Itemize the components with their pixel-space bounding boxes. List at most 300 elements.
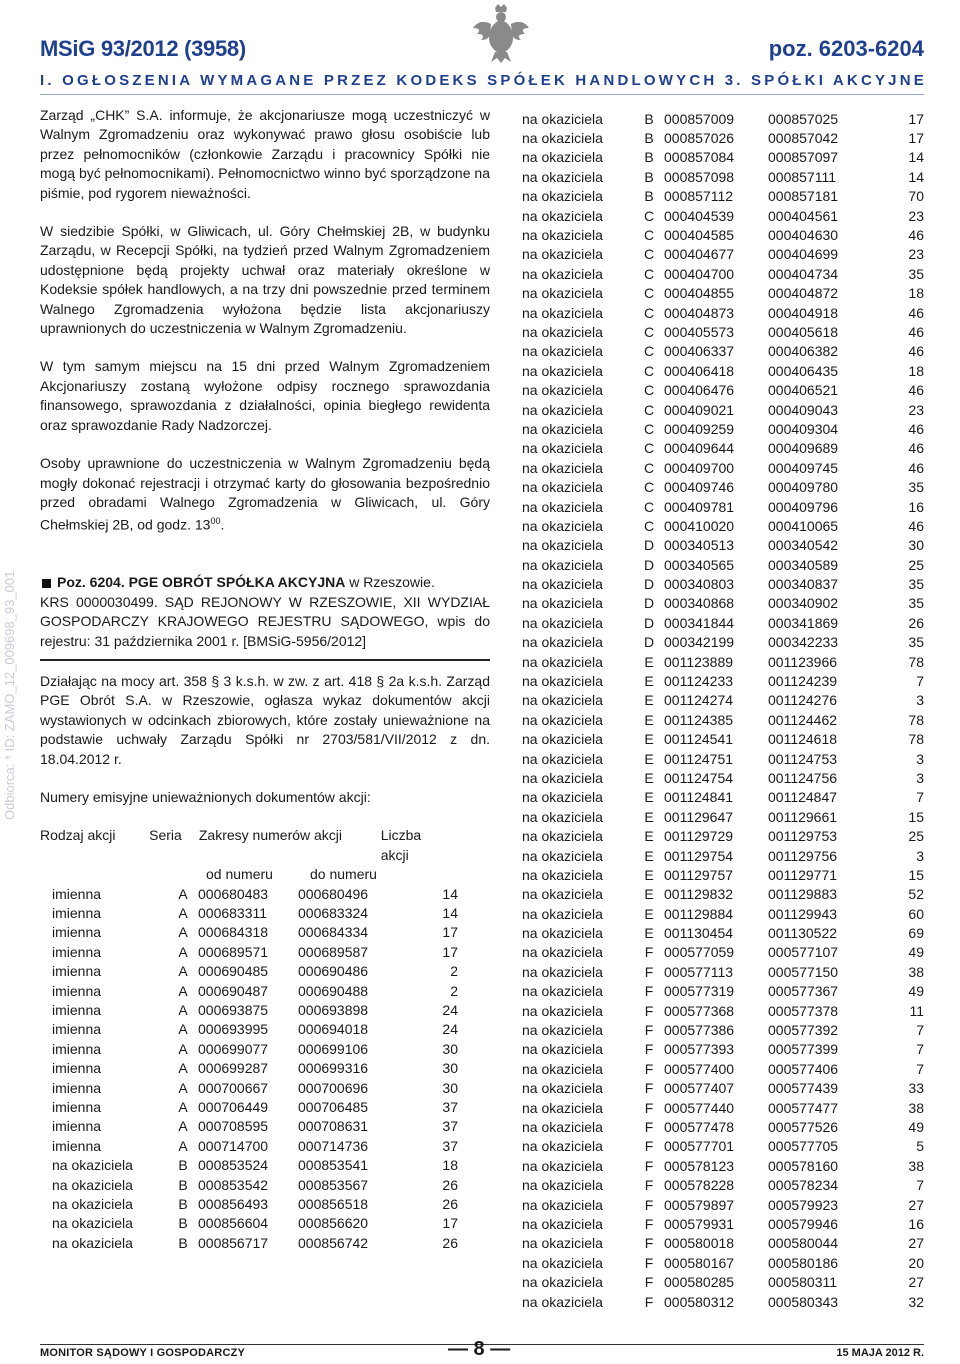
cell-count: 14 [442,905,458,922]
cell-series: C [643,459,655,476]
cell-from: 000856604 [198,1215,269,1232]
cell-count: 78 [908,731,924,748]
cell-type: na okaziciela [522,479,603,496]
table-row [522,477,924,496]
cell-series: A [178,1040,188,1057]
cell-series: E [644,808,654,825]
cell-from: 000857098 [664,168,735,185]
cell-count: 46 [908,343,924,360]
cell-type: na okaziciela [522,944,603,961]
table-row [522,322,924,341]
cell-from: 000578123 [664,1157,735,1174]
cell-series: C [643,440,655,457]
cell-type: na okaziciela [522,886,603,903]
cell-to: 000578234 [768,1177,839,1194]
table-row [522,865,924,884]
header-type: Rodzaj akcji [40,827,116,844]
table-row [522,225,924,244]
cell-count: 25 [908,828,924,845]
cell-from: 000340513 [664,537,735,554]
table-row [522,439,924,458]
cell-to: 000409689 [768,440,839,457]
table-row [522,613,924,632]
header-count: Liczba akcji [380,827,422,863]
cell-from: 001129832 [664,886,734,903]
cell-type: na okaziciela [522,265,603,282]
table-row [522,943,924,962]
table-row [522,206,924,225]
cell-from: 000699287 [198,1060,269,1077]
cell-type: na okaziciela [522,1002,603,1019]
cell-count: 3 [916,769,924,786]
cell-count: 14 [442,885,458,902]
cell-to: 000856742 [298,1234,369,1251]
cell-from: 000580167 [664,1254,735,1271]
left-column [40,106,490,1253]
cell-from: 000577059 [664,944,735,961]
cell-to: 000406382 [768,343,839,360]
cell-to: 000404734 [768,265,839,282]
cell-from: 001129884 [664,905,734,922]
cell-from: 001124385 [664,711,734,728]
cell-from: 000690485 [198,963,269,980]
table-row [40,962,458,981]
cell-count: 26 [442,1195,458,1212]
cell-type: imienna [52,982,102,999]
cell-to: 000708631 [298,1118,369,1135]
cell-series: B [178,1234,188,1251]
cell-to: 000856518 [298,1195,369,1212]
cell-series: E [644,905,654,922]
cell-from: 000683311 [198,905,268,922]
cell-count: 37 [442,1118,458,1135]
table-row [522,187,924,206]
cell-count: 17 [442,943,458,960]
cell-series: C [643,265,655,282]
table-row [522,536,924,555]
header-ranges: Zakresy numerów akcji [198,827,343,844]
cell-type: na okaziciela [522,595,603,612]
notice-heading: Poz. 6204. PGE OBRÓT SPÓŁKA AKCYJNA w Rzeszowie. [40,573,490,592]
cell-type: na okaziciela [522,382,603,399]
cell-series: E [644,886,654,903]
cell-count: 27 [908,1274,924,1291]
cell-series: E [644,750,654,767]
cell-series: A [178,1002,188,1018]
cell-to: 000699316 [298,1060,369,1077]
cell-count: 25 [908,556,924,573]
table-row [522,1020,924,1039]
cell-count: 46 [908,420,924,437]
cell-to: 000577392 [768,1022,839,1039]
cell-series: E [644,653,654,670]
paragraph-proxy: Zarząd „CHK” S.A. informuje, że akcjonariusze mogą uczestniczyć w Walnym Zgromadzeniu oraz wykonywać prawo głosu osobiście lub przez pełnomocników (członkowie Zarządu i pracownicy Spółki nie mogą być pełnomocnikami). Pełnomocnictwo winno być sporządzone na piśmie, pod rygorem nieważności. [40,107,490,201]
cell-to: 000580044 [768,1235,839,1252]
cell-from: 000409700 [664,459,735,476]
cell-from: 000409781 [664,498,735,515]
cell-type: na okaziciela [522,905,603,922]
table-row [40,1020,458,1039]
cell-from: 000714700 [198,1137,269,1154]
cell-series: D [643,537,655,554]
cell-count: 52 [908,886,924,903]
cell-to: 000577150 [768,963,839,980]
cell-to: 000409304 [768,420,839,437]
cell-to: 000579923 [768,1196,839,1213]
cell-to: 000340837 [768,576,839,593]
cell-series: B [644,149,654,166]
table-row [40,982,458,1001]
cell-series: A [178,1021,188,1038]
cell-from: 000689571 [198,943,269,960]
cell-from: 000342199 [664,634,735,651]
cell-from: 001129647 [664,808,734,825]
cell-series: B [178,1176,188,1193]
table-row [522,691,924,710]
cell-from: 001129729 [664,828,734,845]
cell-from: 000577113 [664,963,734,980]
cell-type: na okaziciela [52,1195,133,1212]
cell-series: C [643,246,655,263]
cell-to: 000340589 [768,556,839,573]
cell-count: 24 [442,1002,458,1018]
cell-count: 15 [908,808,924,825]
cell-count: 7 [916,673,924,690]
cell-to: 000341869 [768,614,839,631]
cell-count: 11 [909,1002,924,1019]
cell-series: D [643,595,655,612]
cell-to: 000577526 [768,1119,839,1135]
cell-type: na okaziciela [522,828,603,845]
cell-type: na okaziciela [522,1138,603,1155]
cell-to: 000683324 [298,905,369,922]
cell-count: 30 [442,1060,458,1077]
cell-series: A [178,885,188,902]
cell-to: 000714736 [298,1137,369,1154]
table-row [522,710,924,729]
cell-to: 001129883 [768,886,838,903]
table-row [40,1156,458,1175]
cell-count: 18 [442,1157,458,1174]
cell-from: 000577393 [664,1041,735,1058]
cell-series: E [644,847,654,864]
cell-type: na okaziciela [522,207,603,224]
cell-count: 16 [908,1215,924,1232]
cell-type: na okaziciela [522,1235,603,1252]
cell-series: F [644,1293,654,1310]
issue-number: MSiG 93/2012 (3958) [40,36,246,61]
table-row [522,807,924,826]
cell-type: imienna [52,1098,102,1115]
table-row [522,923,924,942]
cell-type: na okaziciela [522,963,603,980]
cell-from: 000404700 [664,265,735,282]
right-column [522,109,924,1311]
table-row [522,1079,924,1098]
cell-to: 000857181 [768,188,839,205]
cell-series: F [644,1041,654,1058]
cell-to: 000342233 [768,634,839,651]
cell-type: imienna [52,885,102,902]
notice-divider [40,659,490,661]
cell-series: A [178,905,188,922]
cell-to: 000404561 [768,207,839,224]
cell-from: 000404873 [664,304,735,321]
table-row [522,730,924,749]
cell-series: B [644,188,654,205]
cell-type: imienna [52,1002,102,1018]
header-series: Seria [149,827,182,844]
cell-series: C [643,498,655,515]
cell-series: C [643,343,655,360]
cell-count: 2 [450,982,458,999]
cell-from: 000690487 [198,982,269,999]
table-row [40,1195,458,1214]
cell-to: 001124847 [768,789,838,806]
table-row [522,342,924,361]
cell-type: imienna [52,1060,102,1077]
cell-count: 26 [442,1176,458,1193]
table-row [522,555,924,574]
table-row [522,574,924,593]
cell-series: A [178,982,188,999]
cell-count: 2 [450,963,458,980]
cell-from: 000857112 [664,188,734,205]
table-row [522,826,924,845]
table-row [40,904,458,923]
cell-to: 000340902 [768,595,839,612]
cell-type: na okaziciela [522,420,603,437]
cell-from: 000579931 [664,1215,735,1232]
cell-count: 46 [908,459,924,476]
cell-series: C [643,362,655,379]
cell-to: 000853567 [298,1176,369,1193]
cell-type: na okaziciela [522,168,603,185]
cell-to: 001124462 [768,711,838,728]
cell-type: imienna [52,1118,102,1135]
cell-to: 000694018 [298,1021,369,1038]
cell-type: imienna [52,1021,102,1038]
cell-count: 35 [908,479,924,496]
cell-count: 78 [908,711,924,728]
cell-from: 001124841 [664,789,734,806]
cell-count: 27 [908,1235,924,1252]
table-row [522,245,924,264]
shares-table-right [522,109,924,1311]
cell-count: 35 [908,634,924,651]
table-row [522,1214,924,1233]
cell-type: na okaziciela [522,673,603,690]
cell-count: 30 [442,1079,458,1096]
cell-type: na okaziciela [52,1157,133,1174]
cell-type: na okaziciela [522,110,603,127]
position-range: poz. 6203-6204 [768,36,924,61]
cell-from: 000580018 [664,1235,735,1252]
cell-from: 000409746 [664,479,735,496]
section-title: I. OGŁOSZENIA WYMAGANE PRZEZ KODEKS SPÓŁEK HANDLOWYCH 3. SPÓŁKI AKCYJNE [40,72,927,89]
cell-type: na okaziciela [522,1157,603,1174]
cell-count: 30 [442,1040,458,1057]
cell-from: 000577386 [664,1022,735,1039]
cell-series: F [644,1002,654,1019]
cell-count: 46 [908,227,924,244]
cell-series: F [644,1274,654,1291]
cell-from: 000406476 [664,382,735,399]
cell-to: 001129756 [768,847,838,864]
cell-type: na okaziciela [522,517,603,534]
cell-series: D [643,614,655,631]
cell-count: 35 [908,595,924,612]
table-row [522,671,924,690]
table-row [522,749,924,768]
cell-to: 000577367 [768,983,839,1000]
cell-from: 000578228 [664,1177,735,1194]
cell-count: 33 [908,1080,924,1097]
cell-series: D [643,556,655,573]
cell-to: 000577439 [768,1080,839,1097]
cell-type: na okaziciela [522,925,603,942]
cell-count: 23 [908,401,924,418]
cell-from: 001124233 [664,673,734,690]
cell-series: A [178,963,188,980]
cell-type: na okaziciela [522,1177,603,1194]
cell-count: 38 [908,963,924,980]
cell-from: 000409644 [664,440,735,457]
cell-type: na okaziciela [522,808,603,825]
cell-count: 49 [908,983,924,1000]
cell-count: 30 [908,537,924,554]
cell-from: 000580312 [664,1293,735,1310]
cell-type: imienna [52,963,102,980]
cell-to: 000580343 [768,1293,839,1310]
header-from: od numeru [206,866,273,883]
cell-from: 000409021 [664,401,735,418]
cell-from: 000340565 [664,556,735,573]
table-row [522,128,924,147]
cell-series: E [644,828,654,845]
table-row [522,1156,924,1175]
cell-from: 000577319 [664,983,735,1000]
cell-type: na okaziciela [522,1215,603,1232]
cell-series: E [644,731,654,748]
cell-type: na okaziciela [522,692,603,709]
cell-series: F [644,1177,654,1194]
table-row [522,516,924,535]
cell-type: imienna [52,1040,102,1057]
cell-to: 000409043 [768,401,839,418]
cell-series: E [644,711,654,728]
cell-count: 18 [908,285,924,302]
paragraph-registration: Osoby uprawnione do uczestniczenia w Walnym Zgromadzeniu będą mogły dokonać rejestracji i otrzymać karty do głosowania bezpośrednio przed obradami Walnego Zgromadzenia w Gliwicach, ul. Góry Chełmskiej 2B, od godz. $13^{00}$. [40,455,490,533]
cell-type: na okaziciela [522,440,603,457]
cell-to: 000856620 [298,1215,369,1232]
cell-to: 001129753 [768,828,838,845]
header-divider [40,94,924,95]
cell-series: A [178,1137,188,1154]
cell-type: na okaziciela [522,1196,603,1213]
table-row [522,497,924,516]
table-row [40,1040,458,1059]
cell-type: na okaziciela [522,1254,603,1271]
cell-series: F [644,1060,654,1077]
cell-series: E [644,673,654,690]
cell-type: imienna [52,905,102,922]
cell-to: 001124276 [768,692,838,709]
cell-type: na okaziciela [522,227,603,244]
cell-type: na okaziciela [522,459,603,476]
cell-from: 000699077 [198,1040,269,1057]
cell-series: C [643,323,655,340]
cell-from: 000406418 [664,362,735,379]
bullet-icon [42,579,51,588]
cell-count: 49 [908,944,924,961]
cell-type: na okaziciela [522,634,603,651]
cell-type: na okaziciela [52,1176,133,1193]
cell-to: 001123966 [768,653,838,670]
cell-count: 17 [442,924,458,941]
cell-from: 000577701 [664,1138,735,1155]
table-row [522,788,924,807]
cell-type: na okaziciela [522,789,603,806]
cell-count: 38 [908,1157,924,1174]
table-row [522,264,924,283]
cell-count: 7 [916,789,924,806]
cell-type: na okaziciela [522,711,603,728]
cell-count: 3 [916,692,924,709]
cell-to: 000409745 [768,459,839,476]
cell-from: 001124751 [664,750,734,767]
cell-to: 000680496 [298,885,369,902]
cell-series: F [644,1022,654,1039]
cell-from: 001129757 [664,866,734,883]
table-row [40,1098,458,1117]
table-row [522,982,924,1001]
cell-series: F [644,944,654,961]
cell-to: 000580186 [768,1254,839,1271]
cell-count: 46 [908,382,924,399]
cell-from: 000853524 [198,1157,269,1174]
cell-from: 000340868 [664,595,735,612]
table-row [522,962,924,981]
cell-count: 23 [908,246,924,263]
cell-to: 001124756 [768,769,838,786]
cell-from: 000404855 [664,285,735,302]
paragraph-announcement: Działając na mocy art. 358 § 3 k.s.h. w zw. z art. 418 § 2a k.s.h. Zarząd PGE Obrót S.A. w Rzeszowie, ogłasza wykaz dokumentów akcji wystawionych w odcinkach zbiorowych, które zostały unieważnione na podstawie uchwały Zarządu Spółki nr 2703/581/VII/2012 z dn. 18.04.2012 r. [40,673,490,767]
cell-count: 69 [908,925,924,942]
cell-count: 3 [916,847,924,864]
table-row [522,1001,924,1020]
cell-to: 000700696 [298,1079,369,1096]
cell-type: na okaziciela [522,1080,603,1097]
cell-type: imienna [52,943,102,960]
cell-to: 001129661 [768,808,838,825]
cell-from: 000340803 [664,576,735,593]
cell-from: 000857009 [664,110,735,127]
table-row [522,1098,924,1117]
table-row [522,885,924,904]
cell-to: 000409796 [768,498,839,515]
table-row [522,1292,924,1311]
cell-to: 000410065 [768,517,839,534]
table-row [522,1272,924,1291]
table-row [522,633,924,652]
cell-series: B [178,1215,188,1232]
cell-to: 000404872 [768,285,839,302]
cell-to: 001124239 [768,673,838,690]
cell-from: 001124541 [664,731,734,748]
header-to: do numeru [310,866,377,883]
table-row [522,904,924,923]
